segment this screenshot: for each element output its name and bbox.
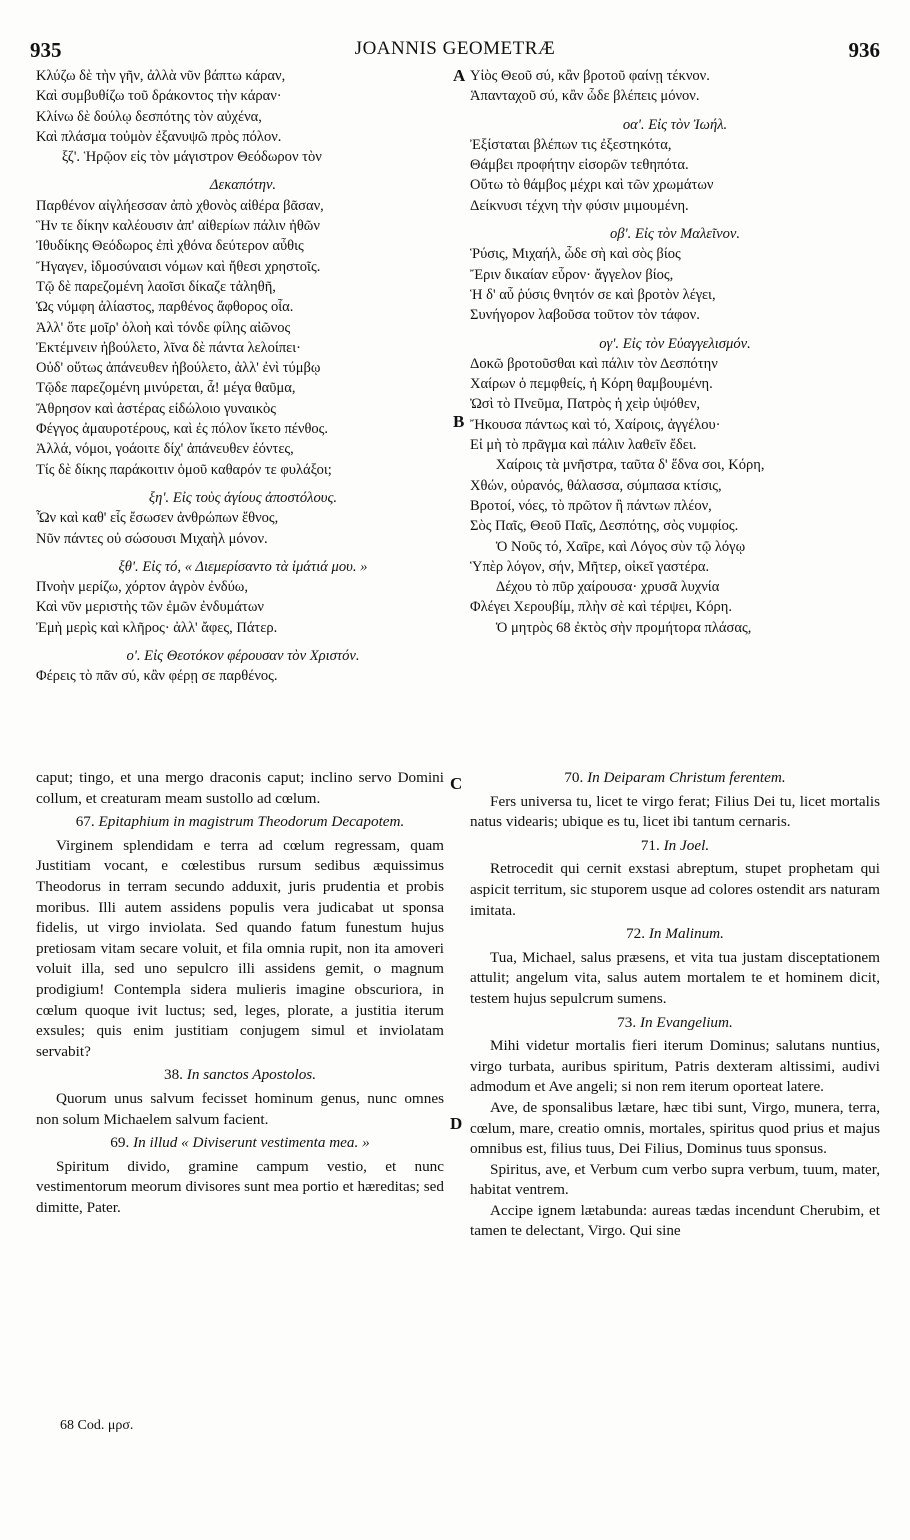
section-heading-70: 70. In Deiparam Christum ferentem.	[564, 769, 786, 786]
verse-line: Χαίρων ὁ πεμφθείς, ἡ Κόρη θαμβουμένη.	[470, 376, 713, 393]
poem-heading: Δεκαπότην.	[209, 177, 277, 194]
latin-paragraph: Accipe ignem lætabunda: aureas tædas incendunt Cherubim, et tamen te delectant, Virgo. Qui sine	[470, 1201, 880, 1240]
verse-line: Παρθένον αἰγλήεσσαν ἀπὸ χθονὸς αἰθέρα βᾶσαν,	[36, 197, 324, 214]
greek-text-left-column	[36, 66, 450, 687]
verse-line: Ἰθυδίκης Θεόδωρος ἐπὶ χθόνα δεύτερον αὖθις	[36, 238, 304, 255]
section-heading-71: 71. In Joel.	[640, 836, 710, 854]
verse-line: Θάμβει προφήτην εἰσορῶν τεθηπότα.	[470, 157, 689, 174]
verse-line: Φέρεις τὸ πᾶν σύ, κἂν φέρῃ σε παρθένος.	[36, 668, 278, 685]
page-number-left: 935	[30, 38, 62, 62]
verse-line: Πνοὴν μερίζω, χόρτον ἀγρὸν ἐνδύω,	[36, 579, 248, 596]
verse-line: Φέγγος ἀμαυροτέρους, καὶ ἐς πόλον ἵκετο πένθος.	[36, 421, 329, 438]
verse-line: Κλίνω δὲ δούλῳ δεσπότης τὸν αὐχένα,	[36, 108, 262, 125]
poem-heading: οα'. Εἰς τὸν Ἰωήλ.	[622, 116, 728, 133]
verse-line: Χαίροις τὰ μνῆστρα, ταῦτα δ' ἕδνα σοι, Κόρη,	[495, 457, 765, 474]
poem-heading: οβ'. Εἰς τὸν Μαλεῖνον.	[609, 226, 740, 243]
section-gap	[36, 638, 450, 646]
verse-line: ξζ'. Ἡρῷον εἰς τὸν μάγιστρον Θεόδωρον τὸν	[61, 149, 322, 166]
greek-text-right-column	[470, 66, 880, 638]
latin-translation-left-column	[36, 768, 444, 1218]
section-heading-73: 73. In Evangelium.	[617, 1013, 733, 1031]
verse-line: Δοκῶ βροτοῦσθαι καὶ πάλιν τὸν Δεσπότην	[470, 355, 718, 372]
section-gap	[36, 549, 450, 557]
verse-line: Ὁ Νοῦς τό, Χαῖρε, καὶ Λόγος σὺν τῷ λόγῳ	[495, 538, 746, 555]
verse-line: Συνήγορον λαβοῦσα τοῦτον τὸν τάφον.	[470, 307, 700, 324]
latin-paragraph: Quorum unus salvum fecisset hominum genus, nunc omnes non solum Michaelem salvum facient.	[36, 1089, 444, 1128]
verse-line: Τῷ δὲ παρεζομένη λαοῖσι δίκαζε τἀληθῆ,	[36, 278, 276, 295]
latin-translation-right-column	[470, 768, 880, 1242]
verse-line: Ἀλλά, νόμοι, γοάοιτε δίχ' ἀπάνευθεν ἐόντες,	[36, 441, 294, 458]
latin-paragraph: caput; tingo, et una mergo draconis caput; inclino servo Domini collum, et creaturam meam sustollo ad cœlum.	[36, 769, 444, 807]
latin-paragraph: Fers universa tu, licet te virgo ferat; Filius Dei tu, licet mortalis natus videaris; ubique es tu, licet ibi tantum cernaris.	[470, 792, 880, 831]
poem-heading: ογ'. Εἰς τὸν Εὐαγγελισμόν.	[599, 335, 751, 352]
footnote: 68 Cod. μρσ.	[60, 1418, 134, 1433]
poem-heading: ξη'. Εἰς τοὺς ἁγίους ἀποστόλους.	[148, 489, 338, 506]
verse-line: Ῥύσις, Μιχαήλ, ὧδε σὴ καὶ σὸς βίος	[470, 246, 681, 263]
verse-line: Ἔριν δικαίαν εὗρον· ἄγγελον βίος,	[470, 266, 674, 283]
verse-line: Οὐδ' οὕτως ἀπάνευθεν ἠβούλετο, ἀλλ' ἐνὶ τύμβῳ	[36, 360, 321, 377]
verse-line: Ἡ δ' αὖ ῥύσις θνητόν σε καὶ βροτὸν λέγει,	[470, 286, 716, 303]
latin-paragraph: Retrocedit qui cernit exstasi abreptum, stupet prophetam qui aspicit territum, sic stuporem usque ad colores ostendit ars naturam imitata.	[470, 860, 880, 919]
verse-line: Ἤκουσα πάντως καὶ τό, Χαίροις, ἀγγέλου·	[470, 416, 721, 433]
section-gap	[470, 326, 880, 334]
verse-line: Ὠσὶ τὸ Πνεῦμα, Πατρὸς ἡ χεὶρ ὑψόθεν,	[470, 396, 701, 413]
margin-marker-b: B	[453, 412, 465, 431]
verse-line: Ἐμὴ μερὶς καὶ κλῆρος· ἀλλ' ἄφες, Πάτερ.	[36, 619, 278, 636]
verse-line: Ἐξίσταται βλέπων τις ἐξεστηκότα,	[470, 136, 672, 153]
verse-line: Οὕτω τὸ θάμβος μέχρι καὶ τῶν χρωμάτων	[470, 177, 714, 194]
verse-line: Νῦν πάντες οὐ σώσουσι Μιχαὴλ μόνον.	[36, 530, 268, 547]
verse-line: Ἁπανταχοῦ σύ, κἂν ὧδε βλέπεις μόνον.	[470, 88, 700, 105]
verse-line: Καὶ συμβυθίζω τοῦ δράκοντος τὴν κάραν·	[36, 88, 282, 105]
margin-marker-c: C	[450, 774, 463, 793]
verse-line: Ἀλλ' ὅτε μοῖρ' ὀλοὴ καὶ τόνδε φίλης αἰῶνος	[36, 319, 291, 336]
verse-line: Ὑπὲρ λόγον, σήν, Μῆτερ, οἰκεῖ γαστέρα.	[470, 558, 710, 575]
section-heading-72: 72. In Malinum.	[626, 925, 724, 943]
verse-line: Ἤγαγεν, ἰδμοσύναισι νόμων καὶ ἤθεσι χρηστοῖς.	[36, 258, 321, 275]
latin-paragraph: Mihi videtur mortalis fieri iterum Dominus; salutans nuntius, virgo turbata, auribus spiritum, Patris dexteram altissimi, audivi admodum et Ave angeli; si non rem iterum oporteat latere.	[470, 1037, 880, 1096]
poem-heading: ξθ'. Εἰς τό, « Διεμερίσαντο τὰ ἱμάτιά μου. »	[118, 558, 368, 575]
section-gap	[36, 167, 450, 175]
section-heading-69: 69. In illud « Diviserunt vestimenta mea. »	[110, 1134, 370, 1152]
poem-heading: ο'. Εἰς Θεοτόκον φέρουσαν τὸν Χριστόν.	[126, 648, 360, 665]
verse-line: Φλέγει Χερουβίμ, πλὴν σὲ καὶ τέρψει, Κόρη.	[470, 599, 732, 616]
verse-line: Εἰ μὴ τὸ πρᾶγμα καὶ πάλιν λαθεῖν ἔδει.	[470, 437, 697, 454]
latin-paragraph: Spiritus, ave, et Verbum cum verbo supra verbum, tuum, mater, habitat ventrem.	[470, 1160, 880, 1199]
running-title: JOANNIS GEOMETRÆ	[354, 38, 556, 59]
section-gap	[36, 480, 450, 488]
verse-line: Δείκνυσι τέχνη τὴν φύσιν μιμουμένη.	[470, 197, 689, 214]
verse-line: Σὸς Παῖς, Θεοῦ Παῖς, Δεσπότης, σὸς νυμφίος.	[470, 518, 739, 535]
verse-line: Χθών, οὐρανός, θάλασσα, σύμπασα κτίσις,	[470, 477, 722, 494]
latin-paragraph: Ave, de sponsalibus lætare, hæc tibi sunt, Virgo, munera, terra, cœlum, mare, creatio omnis, mortales, spiritus quod prius et majus omnibus est, filius tuus, Dei Filius, Dominus tuus sponsus.	[470, 1098, 880, 1158]
verse-line: Κλύζω δὲ τὴν γῆν, ἀλλὰ νῦν βάπτω κάραν,	[36, 68, 286, 84]
verse-line: Ὡς νύμφη ἀλίαστος, παρθένος ἄφθορος οἷα.	[36, 299, 294, 316]
latin-paragraph: Spiritum divido, gramine campum vestio, et nunc vestimentorum meorum divisores sunt mea portio et hæreditas; sed dimitte, Pater.	[36, 1157, 444, 1216]
verse-line: Καὶ πλάσμα τοὐμὸν ἐξανυψῶ πρὸς πόλον.	[36, 128, 282, 145]
verse-line: Ἄθρησον καὶ ἀστέρας εἰδώλοιο γυναικὸς	[36, 400, 277, 417]
section-heading-67: 67. Epitaphium in magistrum Theodorum Decapotem.	[75, 813, 405, 831]
margin-marker-a: A	[453, 66, 466, 85]
verse-line: Ἣν τε δίκην καλέουσιν ἀπ' αἰθερίων πάλιν ἠθῶν	[36, 218, 320, 235]
verse-line: Βροτοί, νόες, τὸ πρῶτον ἢ πάντων πλέον,	[470, 497, 712, 514]
latin-paragraph: Virginem splendidam e terra ad cœlum regressam, quam Justitiam vocant, e cœlestibus rursum sedibus æquissimus Theodorus in terram secundo adduxit, juris prudentia et probis moribus. Illi autem assidens populis vera judicabat ut sponsa fidelis, ut virgo inviolata. Sed quando fatum funestum hujus pretiosam vitam secare voluit, et fila omnia rupit, non ita amoveri voluit illa, sed uno sepulcro illi assidens gemit, o magnum prodigium! Contempla sidera mulieris imagine obscuriora, in cœlum quoque ivit luctus; sed, leges, plorate, a justitia iterum exsules; quis enim justitiam conjugem simul et inviolatam servabit?	[36, 836, 444, 1060]
verse-line: Υἱὸς Θεοῦ σύ, κἂν βροτοῦ φαίνῃ τέκνον.	[470, 68, 710, 84]
verse-line: Τίς δὲ δίκης παράκοιτιν ὁμοῦ καθαρόν τε φυλάξοι;	[36, 461, 332, 478]
page-number-right: 936	[848, 38, 880, 62]
verse-line: Καὶ νῦν μεριστὴς τῶν ἐμῶν ἐνδυμάτων	[36, 599, 264, 616]
section-gap	[470, 216, 880, 224]
section-gap	[470, 107, 880, 115]
section-heading-68: 38. In sanctos Apostolos.	[163, 1066, 317, 1084]
verse-line: Ὁ μητρὸς 68 ἐκτὸς σὴν προμήτορα πλάσας,	[495, 619, 752, 636]
verse-line: Ἐκτέμνειν ἠβούλετο, λῖνα δὲ πάντα λελοίπει·	[36, 339, 302, 356]
latin-paragraph: Tua, Michael, salus præsens, et vita tua justam disceptationem attulit; angelum vita, salus autem mortalem te et hominem dicit, testem hujus sepulcrum sumens.	[470, 948, 880, 1007]
verse-line: Ὧν καὶ καθ' εἷς ἔσωσεν ἀνθρώπων ἔθνος,	[36, 510, 279, 527]
verse-line: Τῷδε παρεζομένη μινύρεται, ἆ! μέγα θαῦμα,	[36, 380, 296, 397]
margin-marker-d: D	[450, 1114, 463, 1133]
page-header	[30, 38, 880, 64]
verse-line: Δέχου τὸ πῦρ χαίρουσα· χρυσᾶ λυχνία	[495, 579, 720, 596]
